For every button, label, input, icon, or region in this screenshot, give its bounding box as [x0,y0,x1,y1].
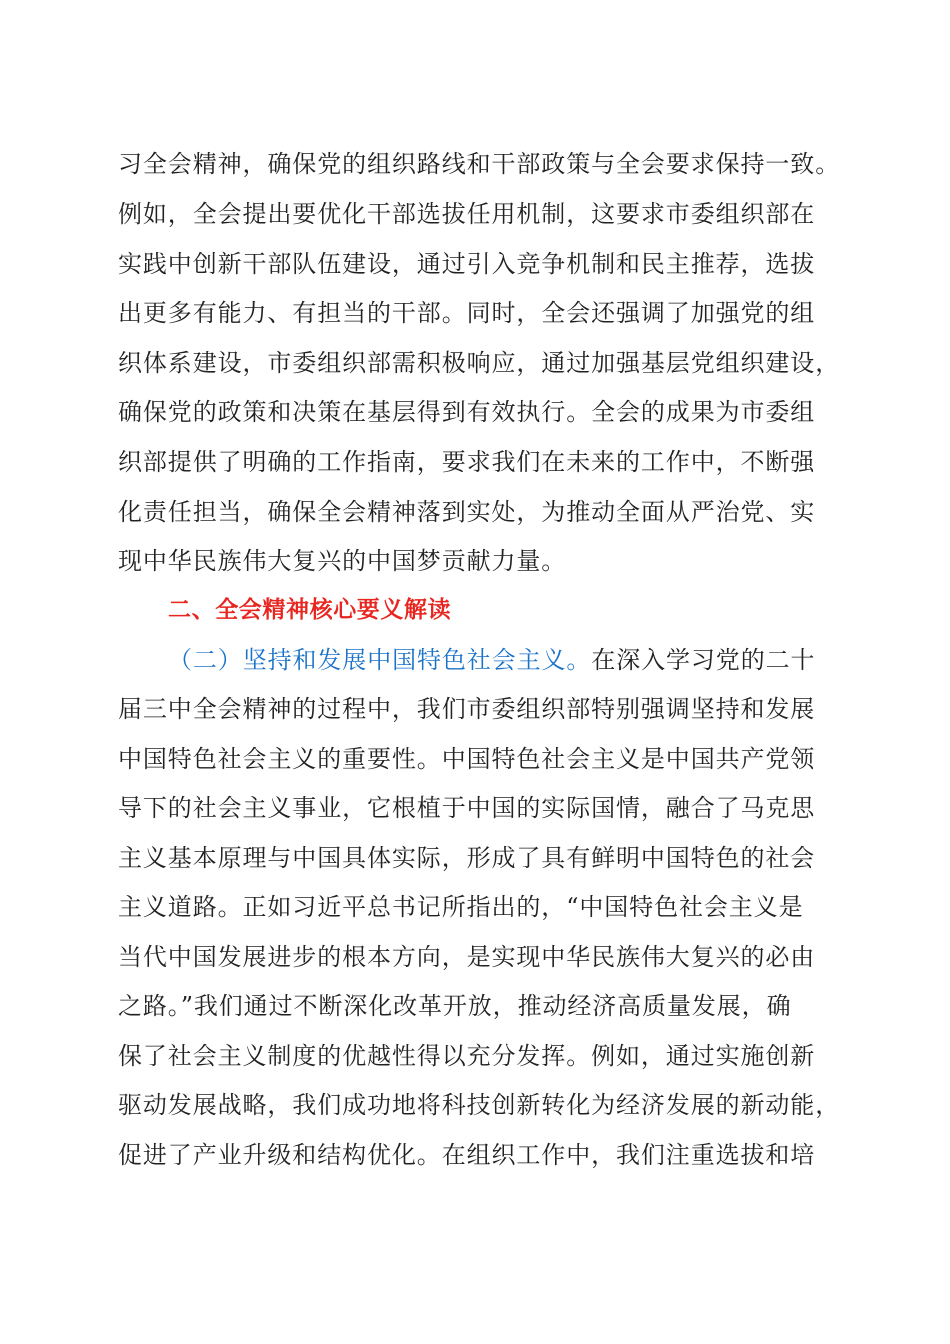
paragraph-line-rest: 在深入学习党的二十 [591,646,816,674]
paragraph-line: 届三中全会精神的过程中，我们市委组织部特别强调坚持和发展 [118,695,816,723]
paragraph-line: 驱动发展战略，我们成功地将科技创新转化为经济发展的新动能， [118,1091,841,1119]
paragraph-line: 中国特色社会主义的重要性。中国特色社会主义是中国共产党领 [118,745,816,773]
paragraph-line: 化责任担当，确保全会精神落到实处，为推动全面从严治党、实 [118,498,816,526]
paragraph-first-line [168,642,815,678]
paragraph-line: 出更多有能力、有担当的干部。同时，全会还强调了加强党的组 [118,299,816,327]
paragraph-line: 例如，全会提出要优化干部选拔任用机制，这要求市委组织部在 [118,200,816,228]
paragraph-line: 当代中国发展进步的根本方向，是实现中华民族伟大复兴的必由 [118,943,816,971]
paragraph-line: 促进了产业升级和结构优化。在组织工作中，我们注重选拔和培 [118,1141,816,1169]
paragraph-line: 确保党的政策和决策在基层得到有效执行。全会的成果为市委组 [118,398,816,426]
paragraph-line: 导下的社会主义事业，它根植于中国的实际国情，融合了马克思 [118,794,816,822]
paragraph-line: 保了社会主义制度的优越性得以充分发挥。例如，通过实施创新 [118,1042,816,1070]
paragraph-line: 现中华民族伟大复兴的中国梦贡献力量。 [118,547,567,575]
section-heading: 二、全会精神核心要义解读 [168,597,452,623]
paragraph-line: 实践中创新干部队伍建设，通过引入竞争机制和民主推荐，选拔 [118,250,816,278]
paragraph-line: 之路。”我们通过不断深化改革开放，推动经济高质量发展，确 [118,992,792,1020]
paragraph-line: 织部提供了明确的工作指南，要求我们在未来的工作中，不断强 [118,448,816,476]
paragraph-line: 织体系建设，市委组织部需积极响应，通过加强基层党组织建设， [118,349,841,377]
paragraph-line: 主义道路。正如习近平总书记所指出的，“中国特色社会主义是 [118,893,804,921]
paragraph-line: 习全会精神，确保党的组织路线和干部政策与全会要求保持一致。 [118,150,841,178]
paragraph-line: 主义基本原理与中国具体实际，形成了具有鲜明中国特色的社会 [118,844,816,872]
subsection-title: （二）坚持和发展中国特色社会主义。 [168,646,592,674]
